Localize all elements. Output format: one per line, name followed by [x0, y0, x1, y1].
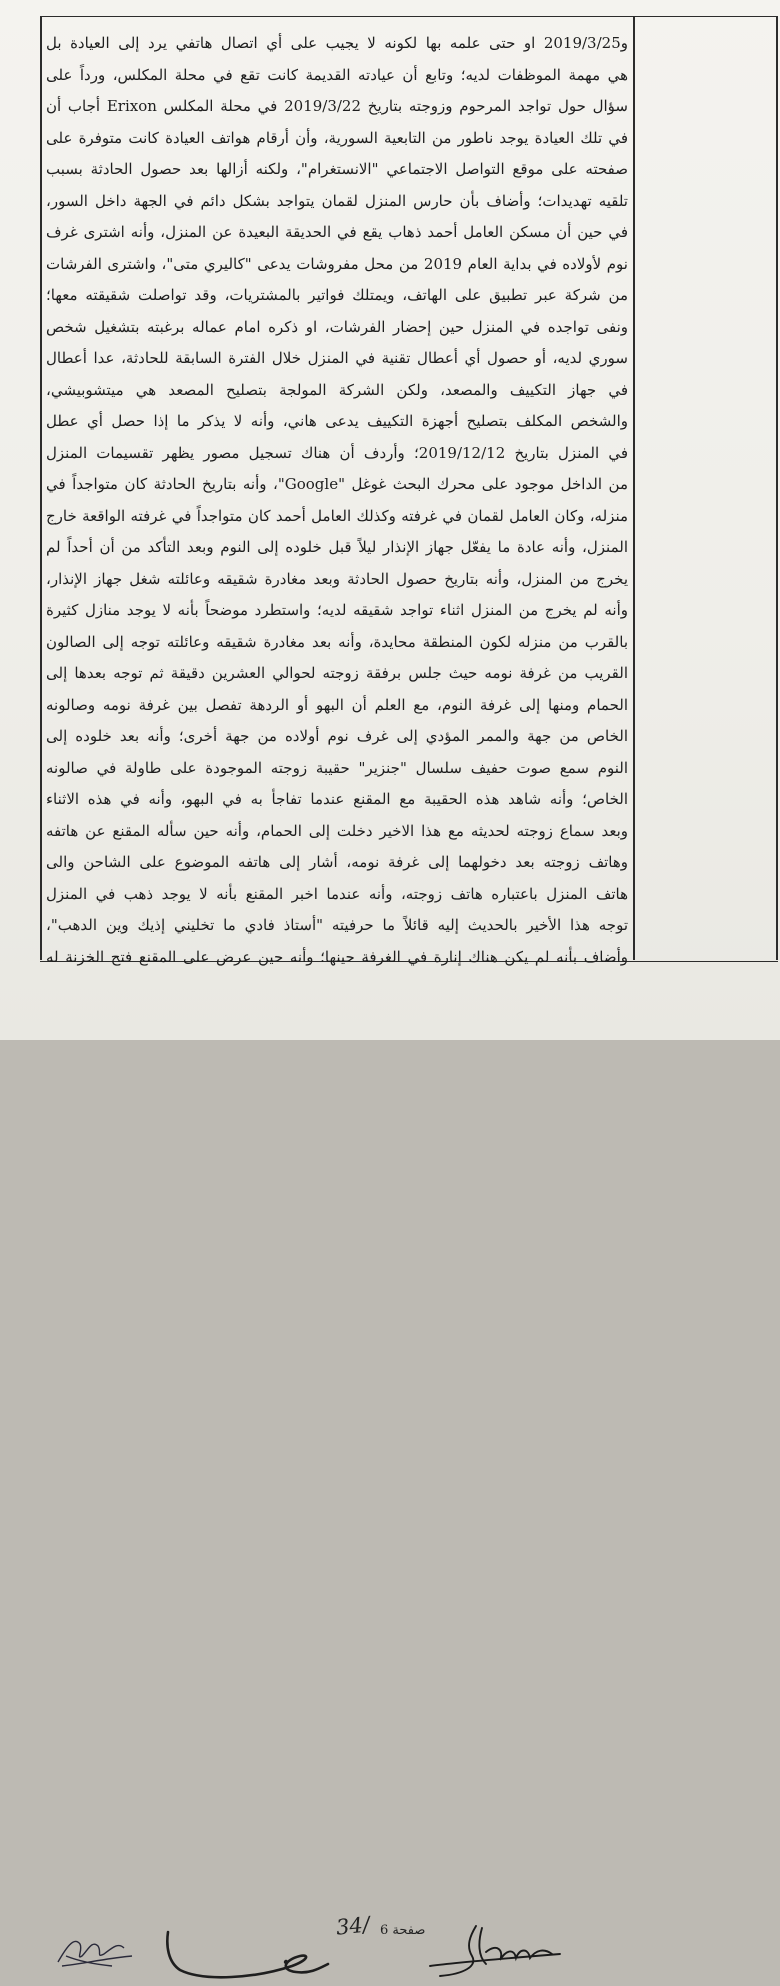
- handwritten-page-number: 34/: [334, 1912, 371, 1940]
- text-line: ونفى تواجده في المنزل حين إحضار الفرشات، او ذكره امام عماله برغبته بتشغيل شخص: [46, 317, 628, 336]
- text-line: وأنه لم يخرج من المنزل اثناء تواجد شقيقه لديه؛ واستطرد موضحاً بأنه لا يوجد منازل كثيرة: [46, 601, 628, 619]
- text-line: وأضاف بأنه لم يكن هناك إنارة في الغرفة حينها؛ وأنه حين عرض على المقنع فتح الخزنة له: [46, 947, 628, 966]
- text-line: النوم سمع صوت حفيف سلسال "جنزير" حقيبة زوجته الموجودة على طاولة في صالونه: [46, 758, 628, 777]
- text-line: بالقرب من منزله لكون المنطقة محايدة، وأنه بعد مغادرة شقيقه وعائلته توجه إلى الصالون: [46, 632, 628, 651]
- body-text: [46, 28, 628, 973]
- text-line: سؤال حول تواجد المرحوم وزوجته بتاريخ 2019/3/22 في محلة المكلس Erixon أجاب أن: [46, 97, 628, 115]
- page-label: صفحة 6: [380, 1923, 426, 1938]
- text-line: من الداخل موجود على محرك البحث غوغل "Google"، وأنه بتاريخ الحادثة كان متواجداً في: [46, 475, 628, 493]
- text-line: وبعد سماع زوجته لحديثه مع هذا الاخير دخلت إلى الحمام، وأنه حين سأله المقنع عن هاتفه: [46, 821, 628, 840]
- text-line: في تلك العيادة يوجد ناطور من التابعية السورية، وأن أرقام هواتف العيادة كانت متوفرة على: [46, 128, 628, 147]
- text-line: في جهاز التكييف والمصعد، ولكن الشركة المولجة بتصليح المصعد هي ميتشوبيشي،: [46, 380, 628, 399]
- text-line: والشخص المكلف بتصليح أجهزة التكييف يدعى هاني، وأنه لا يذكر ما إذا حصل أي عطل: [46, 412, 628, 430]
- page-footer: [0, 960, 780, 1940]
- text-line: و2019/3/25 او حتى علمه بها لكونه لا يجيب على أي اتصال هاتفي يرد إلى العيادة بل: [46, 34, 628, 52]
- text-line: المنزل، وأنه عادة ما يفعّل جهاز الإنذار ليلاً قبل خلوده إلى النوم وبعد التأكد من أن أحداً لم: [46, 538, 628, 556]
- text-line: في حين أن مسكن العامل أحمد ذهاب يقع في الحديقة البعيدة عن المنزل، وأنه اشترى غرف: [46, 223, 628, 241]
- text-line: تلقيه تهديدات؛ وأضاف بأن حارس المنزل لقمان يتواجد بشكل دائم في الجهة داخل السور،: [46, 191, 628, 210]
- text-line: هاتف المنزل باعتباره هاتف زوجته، وأنه عندما اخبر المقنع بأنه لا يوجد ذهب في المنزل: [46, 884, 628, 903]
- left-margin-rule: [40, 16, 42, 960]
- text-line: في المنزل بتاريخ 2019/12/12؛ وأردف أن هناك تسجيل مصور يظهر تقسيمات المنزل: [46, 443, 628, 462]
- text-line: الخاص؛ وأنه شاهد هذه الحقيبة مع المقنع عندما تفاجأ به في البهو، وأنه في هذه الاثناء: [46, 790, 628, 808]
- text-line: هي مهمة الموظفات لديه؛ وتابع أن عيادته القديمة كانت تقع في محلة المكلس، ورداً على: [46, 65, 628, 84]
- text-line: الخاص من جهة والممر المؤدي إلى غرف نوم أولاده من جهة أخرى؛ وأنه بعد خلوده إلى: [46, 727, 628, 745]
- text-line: يخرج من المنزل، وأنه بتاريخ حصول الحادثة وبعد مغادرة شقيقه وعائلته شغل جهاز الإنذار،: [46, 569, 628, 588]
- right-margin-rule: [633, 16, 635, 960]
- text-line: صفحته على موقع التواصل الاجتماعي "الانستغرام"، ولكنه أزالها بعد حصول الحادثة بسبب: [46, 160, 628, 178]
- text-line: وهاتف زوجته بعد دخولهما إلى غرفة نومه، أشار إلى هاتفه الموضوع على الشاحن والى: [46, 853, 628, 871]
- text-line: سوري لديه، أو حصول أي أعطال تقنية في المنزل خلال الفترة السابقة للحادثة، عدا أعطال: [46, 349, 628, 367]
- text-line: توجه هذا الأخير بالحديث إليه قائلاً ما حرفيته "أستاذ فادي ما تخليني إذيك وين الدهب"،: [46, 916, 628, 934]
- outer-edge-rule: [776, 16, 778, 960]
- text-line: من شركة عبر تطبيق على الهاتف، ويمتلك فواتير بالمشتريات، وقد تواصلت شقيقته معها؛: [46, 286, 628, 304]
- text-line: منزله، وكان العامل لقمان في غرفته وكذلك العامل أحمد كان متواجداً في غرفته الواقعة خارج: [46, 506, 628, 525]
- text-line: الحمام ومنها إلى غرفة النوم، مع العلم أن البهو أو الردهة تفصل بين غرفة نومه وصالونه: [46, 695, 628, 714]
- text-line: نوم لأولاده في بداية العام 2019 من محل مفروشات يدعى "كاليري متى"، واشترى الفرشات: [46, 254, 628, 273]
- text-line: القريب من غرفة نومه حيث جلس برفقة زوجته لحوالي العشرين دقيقة ثم توجه بعدها إلى: [46, 664, 628, 682]
